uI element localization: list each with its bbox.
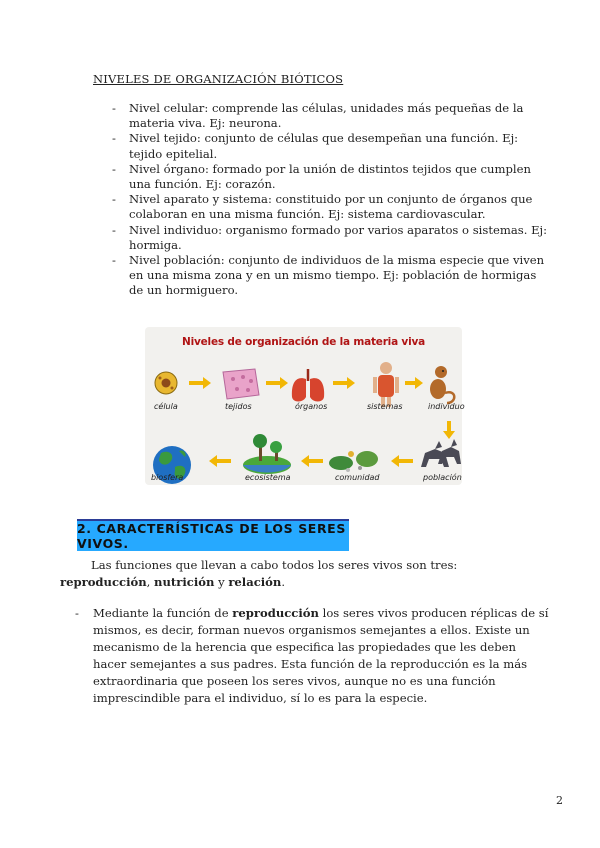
list-item-celular: - Nivel celular: comprende las células, unidades más pequeñas de la materia viva. Ej: neurona. xyxy=(112,101,552,131)
separator: , xyxy=(146,575,155,589)
reproduction-text-rest: los seres vivos producen réplicas de sí mismos, es decir, forman nuevos organismos semejantes a ellos. Existe un mecanismo de la herencia que especifica las propiedades que les deben hacer semejantes a sus padres. Esta función de la reproducción es la más extraordinaria que poseen los seres vivos, aunque no es una función imprescindible para el individuo, sí lo es para la especie. xyxy=(93,606,549,705)
section-title-niveles: NIVELES DE ORGANIZACIÓN BIÓTICOS xyxy=(93,72,344,86)
list-item-aparato: - Nivel aparato y sistema: constituido por un conjunto de órganos que colaboran en una misma función. Ej: sistema cardiovascular. xyxy=(112,192,552,222)
bullet-dash: - xyxy=(75,606,79,620)
term-reproduccion: reproducción xyxy=(60,575,147,589)
section-title-caracteristicas xyxy=(77,519,349,551)
term-nutricion: nutrición xyxy=(154,575,215,589)
functions-line xyxy=(60,574,550,591)
separator: y xyxy=(214,575,229,589)
list-item-organo: - Nivel órgano: formado por la unión de distintos tejidos que cumplen una función. Ej: corazón. xyxy=(112,162,552,192)
label-comunidad: comunidad xyxy=(335,473,380,482)
levels-list xyxy=(112,101,552,299)
separator: . xyxy=(281,575,286,589)
term-relacion: relación xyxy=(228,575,282,589)
intro-paragraph xyxy=(60,557,550,591)
term-reproduccion-bold: reproducción xyxy=(232,606,319,620)
label-tejidos: tejidos xyxy=(225,402,252,411)
cell-icon xyxy=(155,372,177,394)
ecosystem-icon xyxy=(243,434,291,474)
monkey-icon xyxy=(430,366,454,403)
levels-figure xyxy=(145,327,465,485)
intro-line: Las funciones que llevan a cabo todos los seres vivos son tres: xyxy=(91,558,458,572)
label-poblacion: población xyxy=(423,473,462,482)
figure-title: Niveles de organización de la materia viva xyxy=(182,336,425,348)
label-ecosistema: ecosistema xyxy=(245,473,291,482)
list-item-tejido: - Nivel tejido: conjunto de células que desempeñan una función. Ej: tejido epitelial. xyxy=(112,131,552,161)
body-systems-icon xyxy=(373,362,399,407)
list-item-individuo: - Nivel individuo: organismo formado por varios aparatos o sistemas. Ej: hormiga. xyxy=(112,223,552,253)
wolves-icon xyxy=(421,439,461,467)
tissue-icon xyxy=(223,369,259,399)
reproduction-text-start: Mediante la función de xyxy=(93,606,233,620)
label-sistemas: sistemas xyxy=(367,402,403,411)
list-item-poblacion: - Nivel población: conjunto de individuos de la misma especie que viven en una misma zona y en un mismo tiempo. Ej: población de hormigas de un hormiguero. xyxy=(112,253,552,299)
label-organos: órganos xyxy=(295,402,328,411)
community-icon xyxy=(329,451,378,472)
section-title-text: 2. CARACTERÍSTICAS DE LOS SERES VIVOS. xyxy=(77,521,349,551)
reproduction-text xyxy=(75,605,550,707)
label-individuo: individuo xyxy=(428,402,465,411)
label-biosfera: biosfera xyxy=(151,473,184,482)
reproduction-paragraph xyxy=(75,605,550,707)
label-celula: célula xyxy=(154,402,178,411)
page-number: 2 xyxy=(556,794,563,807)
lungs-icon xyxy=(292,369,324,402)
